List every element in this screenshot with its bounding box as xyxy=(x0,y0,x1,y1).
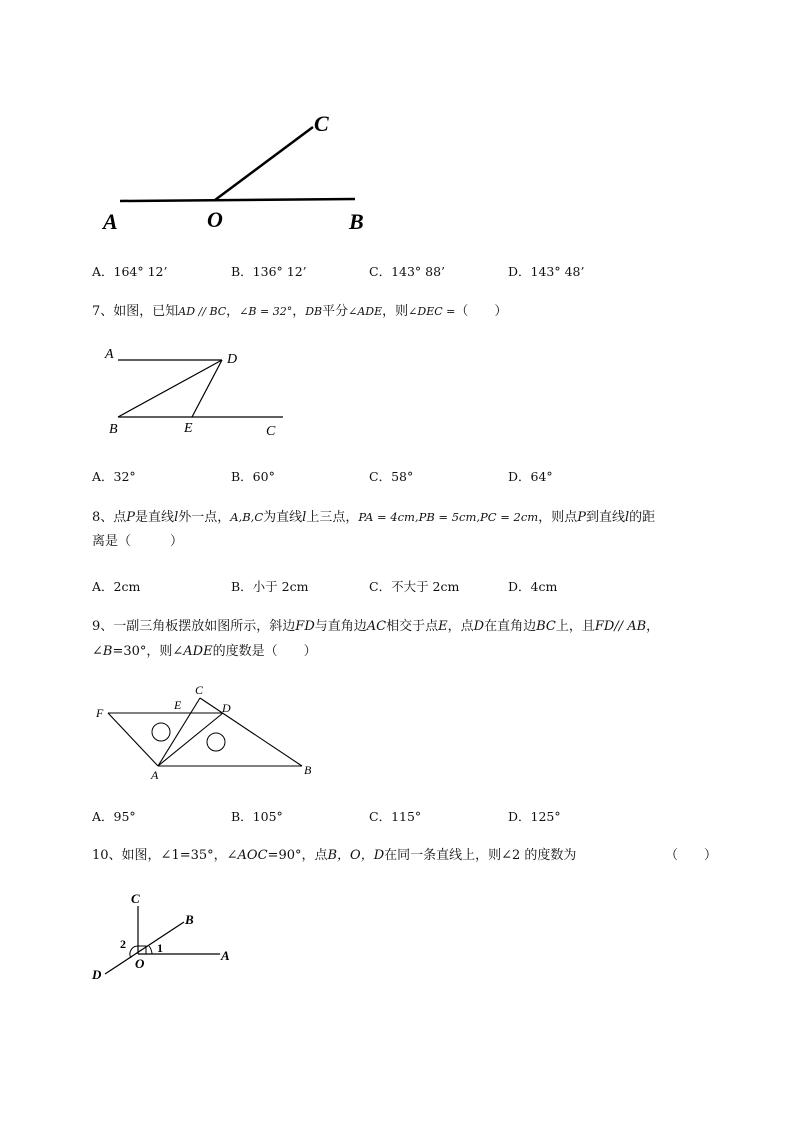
q7-answer-bracket[interactable]: （ ） xyxy=(455,304,508,319)
q6-option-a[interactable]: A．164° 12’ xyxy=(92,264,168,279)
q7-cond-angle-ade: ∠ADE xyxy=(348,305,383,318)
q9-number: 9、 xyxy=(92,619,114,634)
q7-option-a[interactable]: A．32° xyxy=(92,469,136,484)
label-A: A xyxy=(105,347,114,362)
q7-number: 7、 xyxy=(92,304,114,319)
label-D: D xyxy=(227,352,238,367)
figure-q7 xyxy=(100,342,300,442)
line-BD xyxy=(105,922,184,974)
q7-text: 平分 xyxy=(322,304,349,319)
q6-option-b[interactable]: B．136° 12’ xyxy=(231,264,307,279)
q9-angle-ade: ∠ADE xyxy=(172,644,213,659)
q9-text: 在直角边 xyxy=(484,619,537,634)
q9-bc: BC xyxy=(536,619,556,634)
label-O: O xyxy=(207,207,223,232)
q7-stem xyxy=(92,301,507,323)
q9-fd: FD xyxy=(295,619,315,634)
figure-q9 xyxy=(90,680,330,785)
q8-text: 为直线 xyxy=(263,510,303,525)
q7-option-b[interactable]: B．60° xyxy=(231,469,275,484)
q9-stem-line1 xyxy=(92,616,659,638)
label-E: E xyxy=(174,698,182,712)
label-B: B xyxy=(349,209,364,234)
q9-text: =30°，则 xyxy=(112,644,173,659)
label-B: B xyxy=(109,422,118,437)
q9-d: D xyxy=(473,619,485,634)
q7-option-d[interactable]: D．64° xyxy=(508,469,553,484)
q8-option-b[interactable]: B．小于 2cm xyxy=(231,579,309,594)
q9-text: 一副三角板摆放如图所示，斜边 xyxy=(113,619,296,634)
q8-option-d[interactable]: D．4cm xyxy=(508,579,558,594)
q6-option-c[interactable]: C．143° 88’ xyxy=(369,264,446,279)
figure-q10 xyxy=(88,888,248,988)
q8-stem-line1 xyxy=(92,506,655,529)
line-AD xyxy=(158,713,223,766)
q7-text: 如图，已知 xyxy=(113,304,179,319)
q9-option-b[interactable]: B．105° xyxy=(231,809,283,824)
q8-line-l: l xyxy=(302,510,307,525)
label-D: D xyxy=(222,701,231,715)
q8-point-p: P xyxy=(577,510,586,525)
label-A: A xyxy=(151,768,159,782)
q10-number: 10、 xyxy=(92,848,122,863)
ray-OC xyxy=(215,127,313,200)
label-A: A xyxy=(221,948,230,963)
q10-points: B，O，D xyxy=(327,848,385,863)
q8-point-p: P xyxy=(126,510,136,525)
q6-option-d[interactable]: D．143° 48’ xyxy=(508,264,585,279)
q7-sep: ， xyxy=(292,304,306,319)
q9-text: ，点 xyxy=(447,619,474,634)
q9-text: 上，且 xyxy=(555,619,595,634)
q8-text: 点 xyxy=(113,510,127,525)
label-O: O xyxy=(135,956,145,971)
line-CB xyxy=(200,698,302,766)
q8-line-l: l xyxy=(624,510,630,525)
triangle-hole-left xyxy=(152,723,170,741)
q8-text: 上三点， xyxy=(306,510,359,525)
label-angle-1: 1 xyxy=(157,941,163,955)
q9-text: ， xyxy=(646,619,660,634)
q10-answer-bracket[interactable]: （ ） xyxy=(665,848,718,863)
q8-line-l: l xyxy=(174,510,179,525)
q9-option-d[interactable]: D．125° xyxy=(508,809,561,824)
q9-text[interactable]: 的度数是（ ） xyxy=(212,644,317,659)
q7-cond-angle-b: ∠B = 32° xyxy=(239,305,293,318)
label-A: A xyxy=(103,209,118,234)
q8-points: A,B,C xyxy=(230,510,264,524)
label-C: C xyxy=(266,424,276,439)
angle-1-arc xyxy=(149,946,152,954)
q9-stem-line2 xyxy=(92,641,317,663)
line-FA xyxy=(108,713,158,766)
q10-text: =90°，点 xyxy=(267,848,328,863)
q7-cond-db: DB xyxy=(305,305,323,318)
q8-text: ，则点 xyxy=(538,510,578,525)
q8-text: 到直线 xyxy=(585,510,625,525)
q9-ac: AC xyxy=(366,619,387,634)
q9-text: 相交于点 xyxy=(386,619,439,634)
q9-text: 与直角边 xyxy=(314,619,367,634)
q10-angle-aoc: ∠AOC xyxy=(226,848,268,863)
label-E: E xyxy=(184,421,193,436)
q8-option-c[interactable]: C．不大于 2cm xyxy=(369,579,460,594)
label-C: C xyxy=(195,683,204,697)
label-F: F xyxy=(96,706,104,720)
label-B: B xyxy=(304,763,312,777)
label-D: D xyxy=(92,967,102,982)
triangle-hole-right xyxy=(207,733,225,751)
q7-option-c[interactable]: C．58° xyxy=(369,469,414,484)
q8-option-a[interactable]: A．2cm xyxy=(92,579,141,594)
q10-stem xyxy=(92,845,576,867)
q8-text: 的距 xyxy=(629,510,656,525)
q9-option-c[interactable]: C．115° xyxy=(369,809,422,824)
q7-cond-parallel: AD // BC xyxy=(178,305,227,318)
q7-sep: ， xyxy=(226,304,240,319)
figure-q6 xyxy=(95,105,385,240)
line-AB xyxy=(120,199,355,201)
q9-angle-b: ∠B xyxy=(92,644,113,659)
q8-stem-line2[interactable]: 离是（ ） xyxy=(92,534,184,549)
q8-text: 是直线 xyxy=(135,510,175,525)
q8-text: 外一点， xyxy=(178,510,231,525)
q9-parallel: FD// AB xyxy=(594,619,647,634)
q9-option-a[interactable]: A．95° xyxy=(92,809,136,824)
q10-text: 在同一条直线上，则∠2 的度数为 xyxy=(384,848,577,863)
label-B: B xyxy=(185,912,194,927)
q9-e: E xyxy=(438,619,448,634)
q10-text: 如图，∠1=35°， xyxy=(121,848,227,863)
q7-ask: ∠DEC = xyxy=(408,305,456,318)
label-angle-2: 2 xyxy=(120,937,126,951)
label-C: C xyxy=(131,891,140,906)
q8-number: 8、 xyxy=(92,510,114,525)
q8-lengths: PA = 4cm,PB = 5cm,PC = 2cm xyxy=(358,510,539,524)
q7-text: ，则 xyxy=(382,304,409,319)
label-C: C xyxy=(314,111,329,136)
